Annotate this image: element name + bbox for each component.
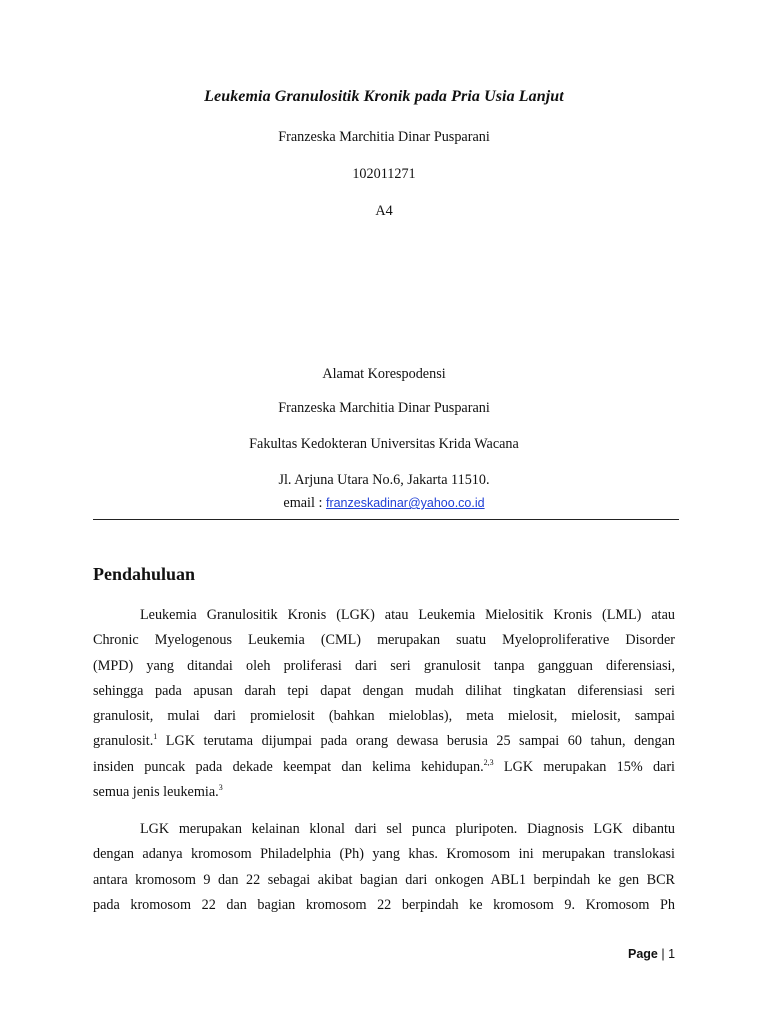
page-number: 1 xyxy=(668,947,676,961)
page-footer xyxy=(628,947,675,961)
citation-superscript: 3 xyxy=(218,783,223,793)
document-title: Leukemia Granulositik Kronik pada Pria Usia Lanjut xyxy=(204,88,564,105)
email-link[interactable]: franzeskadinar@yahoo.co.id xyxy=(325,496,485,510)
text-run: insiden puncak pada dekade keempat dan kelima kehidupan. xyxy=(93,758,484,775)
group-label: A4 xyxy=(375,203,393,219)
page-separator: | xyxy=(657,947,669,961)
paragraph-line: granulosit, mulai dari promielosit (bahkan mieloblas), meta mielosit, mielosit, sampai xyxy=(93,708,675,725)
section-heading: Pendahuluan xyxy=(93,564,196,584)
paragraph-2 xyxy=(93,817,675,918)
correspondence-institution: Fakultas Kedokteran Universitas Krida Wacana xyxy=(249,436,519,452)
author-name: Franzeska Marchitia Dinar Pusparani xyxy=(278,129,490,145)
paragraph-line: (MPD) yang ditandai oleh proliferasi dari seri granulosit tanpa gangguan diferensiasi, xyxy=(93,657,675,674)
paragraph-line: sehingga pada apusan darah tepi dapat dengan mudah dilihat tingkatan diferensiasi seri xyxy=(93,682,675,699)
citation-superscript: 1 xyxy=(153,732,158,742)
text-run: LGK terutama dijumpai pada orang dewasa berusia 25 sampai 60 tahun, dengan xyxy=(157,733,675,750)
text-run: granulosit. xyxy=(93,733,154,750)
paragraph-line: Chronic Myelogenous Leukemia (CML) merupakan suatu Myeloproliferative Disorder xyxy=(93,632,675,649)
header-divider xyxy=(93,519,679,520)
paragraph-line xyxy=(93,755,675,780)
paragraph-line: LGK merupakan kelainan klonal dari sel punca pluripoten. Diagnosis LGK dibantu xyxy=(140,821,675,837)
text-run: semua jenis leukemia. xyxy=(93,784,219,801)
paragraph-line: dengan adanya kromosom Philadelphia (Ph) yang khas. Kromosom ini merupakan translokasi xyxy=(93,846,675,863)
email-label: email : xyxy=(283,495,326,511)
paragraph-line xyxy=(93,780,675,805)
correspondence-heading: Alamat Korespodensi xyxy=(322,366,446,382)
paragraph-line: pada kromosom 22 dan bagian kromosom 22 berpindah ke kromosom 9. Kromosom Ph xyxy=(93,896,675,913)
paragraph-line: antara kromosom 9 dan 22 sebagai akibat bagian dari onkogen ABL1 berpindah ke gen BCR xyxy=(93,871,675,888)
citation-superscript: 2,3 xyxy=(483,757,494,767)
paragraph-line: Leukemia Granulositik Kronis (LGK) atau Leukemia Mielositik Kronis (LML) atau xyxy=(140,607,675,623)
student-id: 102011271 xyxy=(352,166,416,182)
email-line xyxy=(0,495,768,512)
page-label: Page xyxy=(628,947,658,961)
text-run: LGK merupakan 15% dari xyxy=(493,758,675,775)
paragraph-line xyxy=(93,729,675,754)
paragraph-1 xyxy=(93,603,675,805)
correspondence-name: Franzeska Marchitia Dinar Pusparani xyxy=(278,400,490,416)
correspondence-address: Jl. Arjuna Utara No.6, Jakarta 11510. xyxy=(278,472,490,488)
